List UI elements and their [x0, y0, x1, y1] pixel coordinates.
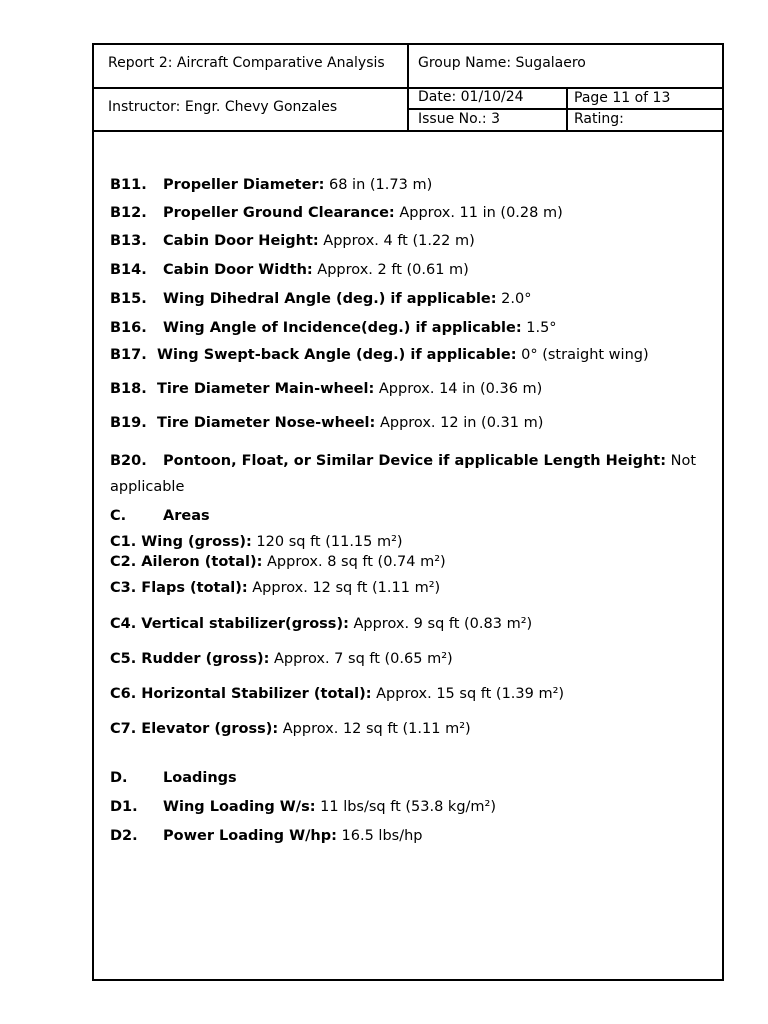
item-value: Approx. 2 ft (0.61 m)	[312, 262, 469, 278]
header-instructor-cell	[96, 89, 407, 130]
item-value: 120 sq ft (11.15 m²)	[251, 534, 403, 550]
section-code: C.	[110, 508, 127, 524]
item-value: Approx. 7 sq ft (0.65 m²)	[269, 651, 453, 667]
item-value: Approx. 12 in (0.31 m)	[375, 415, 544, 431]
item-value: Approx. 11 in (0.28 m)	[394, 205, 563, 221]
item-value: Approx. 12 sq ft (1.11 m²)	[278, 721, 471, 737]
spec-item-b19	[110, 415, 543, 431]
item-label: Wing Loading W/s:	[163, 799, 316, 815]
spec-item-b14	[110, 262, 469, 278]
area-item-c7	[110, 721, 471, 737]
loading-item-d1	[110, 799, 496, 815]
item-code: B18.	[110, 381, 147, 397]
item-value: 0° (straight wing)	[516, 347, 649, 363]
item-code: B13.	[110, 233, 147, 249]
item-code: B19.	[110, 415, 147, 431]
item-value: Approx. 8 sq ft (0.74 m²)	[262, 554, 446, 570]
item-value: 16.5 lbs/hp	[336, 828, 423, 844]
date: Date: 01/10/24	[418, 89, 524, 105]
item-label: C4. Vertical stabilizer(gross):	[110, 616, 349, 632]
item-label: Tire Diameter Nose-wheel:	[157, 415, 376, 431]
item-label: C2. Aileron (total):	[110, 554, 263, 570]
item-code: D1.	[110, 799, 138, 815]
spec-item-b12	[110, 205, 563, 221]
item-value: 1.5°	[521, 320, 557, 336]
item-value: Approx. 9 sq ft (0.83 m²)	[348, 616, 533, 632]
spec-item-b20	[110, 453, 696, 469]
header-date-cell	[408, 89, 566, 109]
item-label: Power Loading W/hp:	[163, 828, 337, 844]
item-code: B17.	[110, 347, 147, 363]
group-name: Group Name: Sugalaero	[418, 55, 586, 71]
header-page-cell	[568, 89, 724, 109]
item-value: Approx. 15 sq ft (1.39 m²)	[371, 686, 565, 702]
page-number: Page 11 of 13	[574, 90, 671, 106]
area-item-c5	[110, 651, 453, 667]
item-label: C3. Flaps (total):	[110, 580, 248, 596]
header-rating-cell	[568, 110, 724, 130]
item-label: Cabin Door Height:	[163, 233, 319, 249]
issue-number: Issue No.: 3	[418, 111, 500, 127]
header-issue-cell	[408, 110, 566, 130]
item-value: 11 lbs/sq ft (53.8 kg/m²)	[315, 799, 497, 815]
item-label: Cabin Door Width:	[163, 262, 313, 278]
item-code: B20.	[110, 453, 147, 469]
section-code: D.	[110, 770, 128, 786]
item-label: C5. Rudder (gross):	[110, 651, 270, 667]
area-item-c1	[110, 534, 403, 550]
item-code: D2.	[110, 828, 138, 844]
item-label: C6. Horizontal Stabilizer (total):	[110, 686, 372, 702]
item-value: Approx. 14 in (0.36 m)	[374, 381, 543, 397]
spec-item-b20-continuation: applicable	[110, 479, 185, 495]
spec-item-b17	[110, 347, 649, 363]
rating: Rating:	[574, 111, 624, 127]
area-item-c4	[110, 616, 532, 632]
item-code: B11.	[110, 177, 147, 193]
item-value: Not	[666, 453, 697, 469]
item-label: Pontoon, Float, or Similar Device if applicable Length Height:	[163, 453, 667, 469]
item-label: Propeller Ground Clearance:	[163, 205, 395, 221]
section-title: Areas	[163, 508, 210, 524]
area-item-c6	[110, 686, 564, 702]
spec-item-b15	[110, 291, 532, 307]
report-title: Report 2: Aircraft Comparative Analysis	[108, 55, 385, 71]
section-c-heading	[110, 508, 210, 524]
item-label: C1. Wing (gross):	[110, 534, 252, 550]
area-item-c3	[110, 580, 440, 596]
item-value: 68 in (1.73 m)	[324, 177, 433, 193]
item-value: 2.0°	[496, 291, 532, 307]
item-label: C7. Elevator (gross):	[110, 721, 279, 737]
section-d-heading	[110, 770, 237, 786]
area-item-c2	[110, 554, 446, 570]
item-code: B16.	[110, 320, 147, 336]
item-value: Approx. 4 ft (1.22 m)	[318, 233, 475, 249]
header-group-name-cell	[408, 45, 724, 87]
spec-item-b18	[110, 381, 542, 397]
loading-item-d2	[110, 828, 422, 844]
item-label: Wing Swept-back Angle (deg.) if applicable:	[157, 347, 517, 363]
spec-item-b13	[110, 233, 475, 249]
item-value: Approx. 12 sq ft (1.11 m²)	[247, 580, 441, 596]
section-title: Loadings	[163, 770, 237, 786]
item-code: B15.	[110, 291, 147, 307]
item-label: Wing Angle of Incidence(deg.) if applicable:	[163, 320, 522, 336]
item-code: B14.	[110, 262, 147, 278]
item-code: B12.	[110, 205, 147, 221]
spec-item-b16	[110, 320, 557, 336]
item-label: Propeller Diameter:	[163, 177, 325, 193]
instructor: Instructor: Engr. Chevy Gonzales	[108, 99, 338, 115]
header-report-title-cell	[96, 45, 407, 87]
spec-item-b11	[110, 177, 432, 193]
item-label: Wing Dihedral Angle (deg.) if applicable:	[163, 291, 497, 307]
item-label: Tire Diameter Main-wheel:	[157, 381, 375, 397]
